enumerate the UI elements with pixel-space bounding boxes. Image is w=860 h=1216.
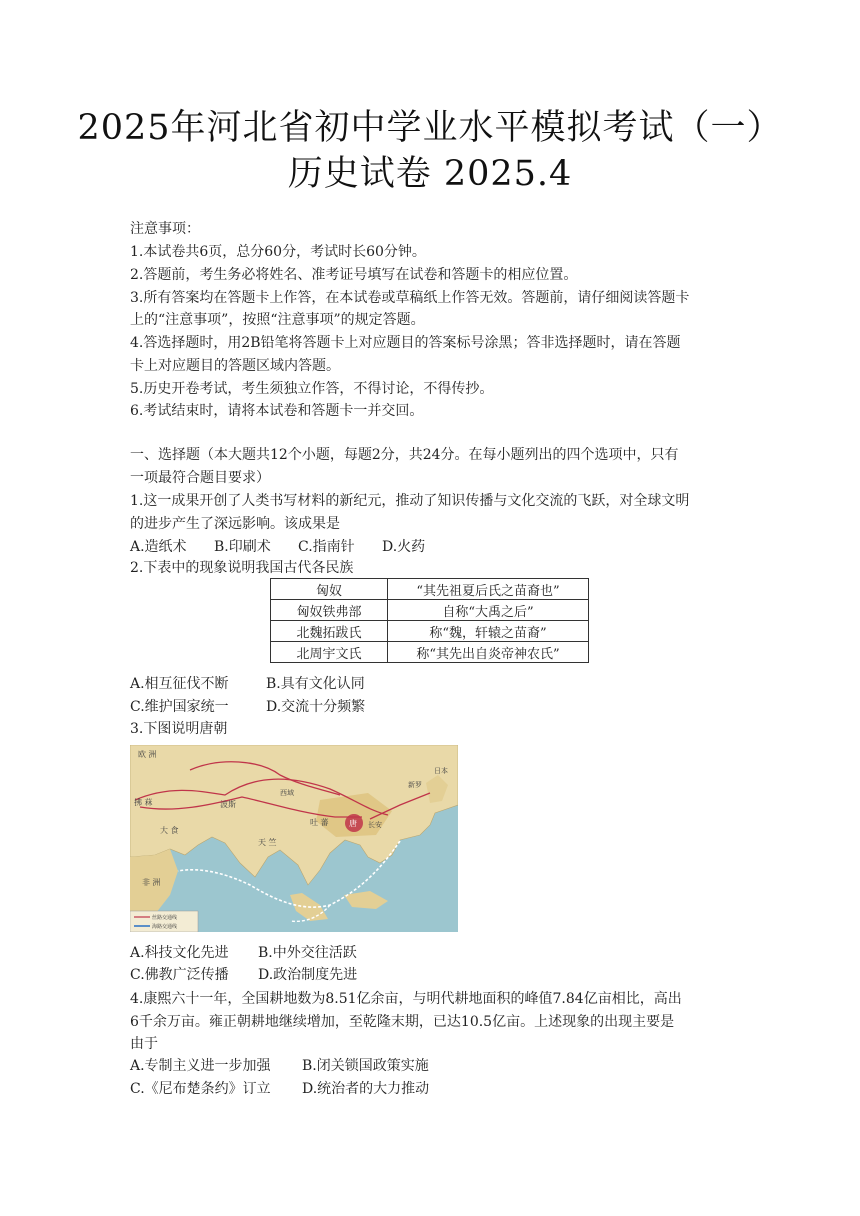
notice-line: 上的“注意事项”，按照“注意事项”的规定答题。	[130, 312, 425, 328]
map-label-western-regions: 西域	[280, 789, 294, 797]
q1-option-c: C.指南针	[298, 539, 355, 555]
q2-option-b: B.具有文化认同	[266, 676, 365, 692]
map-label-byzantium: 拂 菻	[134, 798, 153, 807]
notice-line: 1.本试卷共6页，总分60分，考试时长60分钟。	[130, 244, 426, 260]
q1-option-b: B.印刷术	[214, 539, 271, 555]
notice-heading: 注意事项：	[130, 221, 200, 237]
q2-option-d: D.交流十分频繁	[266, 699, 366, 715]
table-cell: 称“其先出自炎帝神农氏”	[388, 642, 589, 663]
q4-option-c: C.《尼布楚条约》订立	[130, 1081, 271, 1097]
section-heading-cont: 一项最符合题目要求）	[130, 470, 270, 486]
q1-stem: 1.这一成果开创了人类书写材料的新纪元，推动了知识传播与文化交流的飞跃，对全球文明	[130, 493, 690, 509]
map-label-tibet: 吐 蕃	[310, 818, 329, 827]
map-label-silla: 新罗	[408, 781, 422, 789]
legend-sea-label: 海路交通线	[152, 924, 178, 930]
table-row	[271, 600, 589, 621]
q3-option-c: C.佛教广泛传播	[130, 967, 229, 983]
table-row	[271, 579, 589, 600]
q2-table	[270, 578, 589, 663]
exam-title: 2025年河北省初中学业水平模拟考试（一）	[77, 108, 783, 148]
q4-stem-cont: 6千余万亩。雍正朝耕地继续增加，至乾隆末期，已达10.5亿亩。上述现象的出现主要是	[130, 1014, 675, 1030]
map-label-tang: 唐	[349, 819, 357, 828]
exam-subtitle: 历史试卷 2025.4	[287, 154, 573, 194]
map-label-arabia: 大 食	[160, 826, 179, 835]
map-label-persia: 波斯	[220, 800, 236, 809]
table-cell: “其先祖夏后氏之苗裔也”	[388, 579, 589, 600]
q4-stem-cont: 由于	[130, 1036, 158, 1052]
q4-stem: 4.康熙六十一年，全国耕地数为8.51亿余亩，与明代耕地面积的峰值7.84亿亩相比，高出	[130, 991, 682, 1007]
table-row	[271, 642, 589, 663]
q3-option-a: A.科技文化先进	[130, 945, 229, 961]
q2-option-a: A.相互征伐不断	[130, 676, 229, 692]
table-cell: 称“魏，轩辕之苗裔”	[388, 621, 589, 642]
q3-option-d: D.政治制度先进	[258, 967, 358, 983]
table-row	[271, 621, 589, 642]
section-heading: 一、选择题（本大题共12个小题，每题2分，共24分。在每小题列出的四个选项中，只有	[130, 447, 679, 463]
table-cell: 匈奴	[271, 579, 388, 600]
q2-option-c: C.维护国家统一	[130, 699, 229, 715]
q4-option-d: D.统治者的大力推动	[302, 1081, 430, 1097]
table-cell: 北周宇文氏	[271, 642, 388, 663]
q3-option-b: B.中外交往活跃	[258, 945, 357, 961]
table-cell: 自称“大禹之后”	[388, 600, 589, 621]
notice-line: 5.历史开卷考试，考生须独立作答，不得讨论，不得传抄。	[130, 381, 494, 397]
q1-stem-cont: 的进步产生了深远影响。该成果是	[130, 516, 340, 532]
map-label-africa: 非 洲	[142, 878, 161, 887]
map-label-india: 天 竺	[258, 838, 277, 847]
tang-trade-routes-map	[130, 745, 458, 932]
q4-option-a: A.专制主义进一步加强	[130, 1058, 271, 1074]
map-label-changan: 长安	[368, 821, 382, 829]
legend-land-label: 丝路交通线	[152, 915, 178, 921]
map-label-japan: 日本	[434, 767, 448, 775]
notice-line: 4.答选择题时，用2B铅笔将答题卡上对应题目的答案标号涂黑；答非选择题时，请在答题	[130, 335, 681, 351]
q2-stem: 2.下表中的现象说明我国古代各民族	[130, 560, 354, 576]
table-cell: 北魏拓跋氏	[271, 621, 388, 642]
q1-option-d: D.火药	[382, 539, 426, 555]
table-cell: 匈奴铁弗部	[271, 600, 388, 621]
notice-line: 2.答题前，考生务必将姓名、准考证号填写在试卷和答题卡的相应位置。	[130, 267, 578, 283]
q4-option-b: B.闭关锁国政策实施	[302, 1058, 429, 1074]
notice-line: 6.考试结束时，请将本试卷和答题卡一并交回。	[130, 403, 424, 419]
notice-line: 3.所有答案均在答题卡上作答，在本试卷或草稿纸上作答无效。答题前，请仔细阅读答题卡	[130, 290, 690, 306]
map-label-europe: 欧 洲	[138, 750, 157, 759]
q3-stem: 3.下图说明唐朝	[130, 721, 228, 737]
q1-option-a: A.造纸术	[130, 539, 187, 555]
notice-line: 卡上对应题目的答题区域内答题。	[130, 358, 340, 374]
